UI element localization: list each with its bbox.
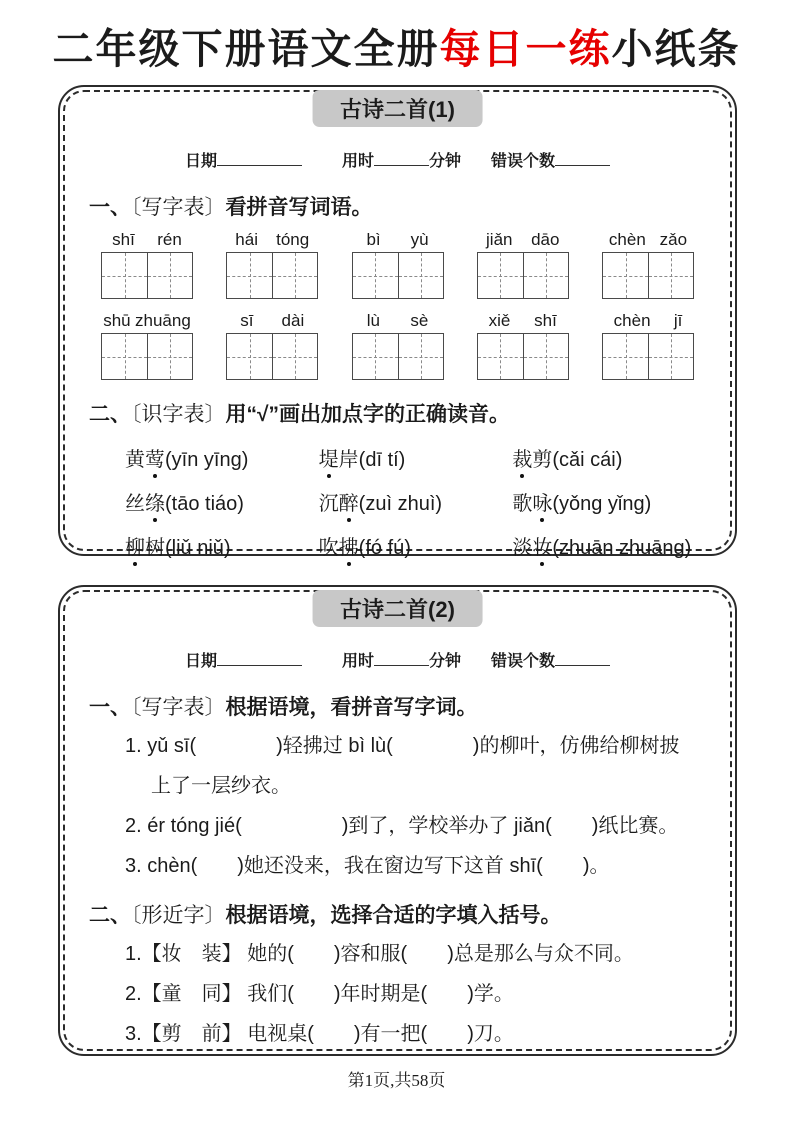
word-row bbox=[125, 443, 706, 472]
title-part-red: 每日一练 bbox=[439, 26, 612, 72]
dotted-hanzi: 堤 bbox=[319, 443, 339, 472]
grid-cell bbox=[272, 334, 317, 379]
grid-cell bbox=[523, 334, 568, 379]
pinyin-syllable: dài bbox=[281, 311, 305, 330]
dotted-hanzi: 裁 bbox=[512, 443, 532, 472]
writing-grid-row-2 bbox=[89, 333, 706, 380]
date-blank bbox=[217, 652, 302, 666]
hanzi: 沉 bbox=[318, 493, 339, 515]
errors-blank bbox=[555, 152, 610, 166]
title-part-black1: 二年级下册语文全册 bbox=[52, 26, 440, 72]
writing-grid bbox=[101, 333, 193, 380]
time-label: 用时 bbox=[341, 153, 374, 170]
pinyin-group bbox=[602, 230, 694, 250]
dotted-hanzi: 莺 bbox=[145, 443, 165, 472]
card2-title-badge: 古诗二首(2) bbox=[312, 590, 483, 627]
section-heading-2 bbox=[89, 899, 706, 929]
pinyin-syllable: bì bbox=[366, 230, 381, 249]
section-number: 一、 bbox=[89, 196, 131, 219]
grid-cell bbox=[147, 253, 192, 298]
pinyin-group bbox=[352, 311, 444, 331]
dotted-hanzi: 醉 bbox=[339, 487, 359, 516]
grid-cell bbox=[272, 253, 317, 298]
section-title: 用“√”画出加点字的正确读音。 bbox=[225, 403, 511, 426]
meta-line bbox=[89, 148, 706, 171]
hanzi: 岸 bbox=[338, 449, 359, 471]
section-heading-1 bbox=[89, 191, 706, 221]
time-label: 用时 bbox=[341, 653, 374, 670]
section-heading-2 bbox=[89, 398, 706, 428]
section-title: 看拼音写词语。 bbox=[225, 196, 373, 219]
question-line: 1.【妆 装】 她的( )容和服( )总是那么与众不同。 bbox=[125, 943, 634, 965]
page-number: 第1页,共58页 bbox=[347, 1071, 446, 1090]
writing-grid bbox=[602, 333, 694, 380]
section-heading-1 bbox=[89, 691, 706, 721]
question-line: 3. chèn( )她还没来，我在窗边写下这首 shī( )。 bbox=[125, 855, 610, 877]
meta-line bbox=[89, 648, 706, 671]
grid-cell bbox=[603, 334, 648, 379]
section-tag: 〔形近字〕 bbox=[131, 903, 226, 927]
date-blank bbox=[217, 152, 302, 166]
minutes-label: 分钟 bbox=[429, 653, 462, 670]
pinyin-row-2 bbox=[89, 311, 706, 331]
pinyin-syllable: hái bbox=[235, 230, 258, 249]
reading-choice-item bbox=[319, 531, 513, 560]
grid-cell bbox=[603, 253, 648, 298]
question-line: 2.【童 同】 我们( )年时期是( )学。 bbox=[125, 983, 514, 1005]
minutes-label: 分钟 bbox=[429, 153, 462, 170]
grid-cell bbox=[398, 253, 443, 298]
pinyin-syllable: jī bbox=[673, 311, 683, 330]
writing-grid bbox=[352, 333, 444, 380]
grid-cell bbox=[353, 253, 398, 298]
hanzi: 黄 bbox=[125, 449, 145, 471]
grid-cell bbox=[227, 334, 272, 379]
time-blank bbox=[374, 152, 429, 166]
question-line: 2. ér tóng jié( )到了，学校举办了 jiǎn( )纸比赛。 bbox=[125, 815, 679, 837]
pinyin-options: (cǎi cái) bbox=[552, 449, 623, 471]
grid-cell bbox=[648, 253, 693, 298]
writing-grid bbox=[477, 333, 569, 380]
section-title: 根据语境，看拼音写字词。 bbox=[225, 696, 478, 719]
hanzi: 歌 bbox=[512, 493, 533, 515]
pinyin-options: (tāo tiáo) bbox=[165, 493, 244, 515]
pinyin-options: (zhuān zhuāng) bbox=[552, 537, 692, 559]
worksheet-card-1 bbox=[58, 85, 737, 559]
pinyin-group bbox=[226, 230, 318, 250]
pinyin-options: (zuì zhuì) bbox=[358, 493, 443, 515]
date-label: 日期 bbox=[184, 653, 217, 670]
grid-cell bbox=[478, 334, 523, 379]
pinyin-group bbox=[101, 311, 193, 331]
writing-grid bbox=[602, 252, 694, 299]
section-title: 根据语境，选择合适的字填入括号。 bbox=[225, 904, 562, 927]
pinyin-group bbox=[101, 230, 193, 250]
worksheet-card-2 bbox=[58, 585, 737, 1056]
dotted-hanzi: 绦 bbox=[145, 487, 165, 516]
pinyin-options: (dī tí) bbox=[358, 449, 406, 471]
writing-grid bbox=[101, 252, 193, 299]
grid-cell bbox=[147, 334, 192, 379]
card2-body bbox=[63, 590, 732, 1051]
date-label: 日期 bbox=[184, 153, 217, 170]
errors-label: 错误个数 bbox=[491, 153, 556, 170]
grid-cell bbox=[102, 334, 147, 379]
question-line-continuation: 上了一层纱衣。 bbox=[151, 775, 291, 797]
card1-body bbox=[63, 90, 732, 559]
hanzi: 淡 bbox=[512, 537, 533, 559]
pinyin-syllable: shī bbox=[534, 311, 557, 330]
pinyin-syllable: shū bbox=[103, 311, 131, 330]
writing-grid bbox=[226, 252, 318, 299]
pinyin-group bbox=[602, 311, 694, 331]
writing-grid bbox=[352, 252, 444, 299]
hanzi: 吹 bbox=[318, 537, 339, 559]
section-tag: 〔写字表〕 bbox=[131, 195, 226, 219]
time-blank bbox=[374, 652, 429, 666]
errors-blank bbox=[555, 652, 610, 666]
pinyin-syllable: zhuāng bbox=[135, 311, 191, 330]
pinyin-syllable: xiě bbox=[488, 311, 511, 330]
section-tag: 〔写字表〕 bbox=[131, 695, 226, 719]
pinyin-group bbox=[477, 311, 569, 331]
reading-choice-item bbox=[319, 487, 513, 516]
question-line: 3.【剪 前】 电视桌( )有一把( )刀。 bbox=[125, 1023, 514, 1045]
errors-label: 错误个数 bbox=[491, 653, 556, 670]
pinyin-syllable: chèn bbox=[613, 311, 651, 330]
section-number: 二、 bbox=[89, 403, 131, 426]
grid-cell bbox=[227, 253, 272, 298]
section-number: 一、 bbox=[89, 696, 131, 719]
pinyin-options: (fó fú) bbox=[358, 537, 411, 559]
hanzi: 丝 bbox=[125, 493, 145, 515]
grid-cell bbox=[478, 253, 523, 298]
card1-title-badge: 古诗二首(1) bbox=[312, 90, 483, 127]
pinyin-options: (yǒng yǐng) bbox=[552, 493, 652, 515]
grid-cell bbox=[648, 334, 693, 379]
reading-choice-item bbox=[512, 531, 706, 560]
pinyin-syllable: lù bbox=[366, 311, 380, 330]
pinyin-syllable: zǎo bbox=[659, 230, 688, 249]
reading-choice-item bbox=[125, 531, 319, 560]
pinyin-syllable: jiǎn bbox=[486, 230, 513, 249]
question-line: 1. yǔ sī( )轻拂过 bì lù( )的柳叶，仿佛给柳树披 bbox=[125, 735, 680, 757]
pinyin-group bbox=[226, 311, 318, 331]
section-number: 二、 bbox=[89, 904, 131, 927]
hanzi: 剪 bbox=[532, 449, 553, 471]
reading-choice-item bbox=[512, 487, 706, 516]
writing-grid bbox=[477, 252, 569, 299]
pinyin-group bbox=[352, 230, 444, 250]
pinyin-syllable: dāo bbox=[531, 230, 560, 249]
pinyin-syllable: sī bbox=[240, 311, 254, 330]
dotted-hanzi: 柳 bbox=[125, 531, 145, 560]
section-tag: 〔识字表〕 bbox=[131, 402, 226, 426]
reading-choice-item bbox=[125, 487, 319, 516]
grid-cell bbox=[398, 334, 443, 379]
grid-cell bbox=[102, 253, 147, 298]
writing-grid-row-1 bbox=[89, 252, 706, 299]
pinyin-group bbox=[477, 230, 569, 250]
word-row bbox=[125, 487, 706, 516]
pinyin-row-1 bbox=[89, 230, 706, 250]
reading-choice-item bbox=[125, 443, 319, 472]
title-part-black2: 小纸条 bbox=[611, 26, 741, 72]
dotted-hanzi: 咏 bbox=[532, 487, 552, 516]
pinyin-syllable: chèn bbox=[608, 230, 646, 249]
dotted-hanzi: 拂 bbox=[339, 531, 359, 560]
dotted-hanzi: 妆 bbox=[532, 531, 552, 560]
reading-choice-item bbox=[319, 443, 513, 472]
pinyin-options: (yīn yīng) bbox=[165, 449, 249, 471]
hanzi: 树 bbox=[145, 537, 165, 559]
reading-choice-grid bbox=[89, 443, 706, 560]
writing-grid bbox=[226, 333, 318, 380]
pinyin-syllable: tóng bbox=[276, 230, 310, 249]
pinyin-options: (liǔ niǔ) bbox=[165, 537, 231, 559]
pinyin-syllable: sè bbox=[410, 311, 429, 330]
pinyin-syllable: yù bbox=[410, 230, 429, 249]
pinyin-syllable: rén bbox=[157, 230, 182, 249]
pinyin-syllable: shī bbox=[112, 230, 135, 249]
grid-cell bbox=[523, 253, 568, 298]
page-title bbox=[0, 16, 793, 75]
word-row bbox=[125, 531, 706, 560]
reading-choice-item bbox=[512, 443, 706, 472]
grid-cell bbox=[353, 334, 398, 379]
